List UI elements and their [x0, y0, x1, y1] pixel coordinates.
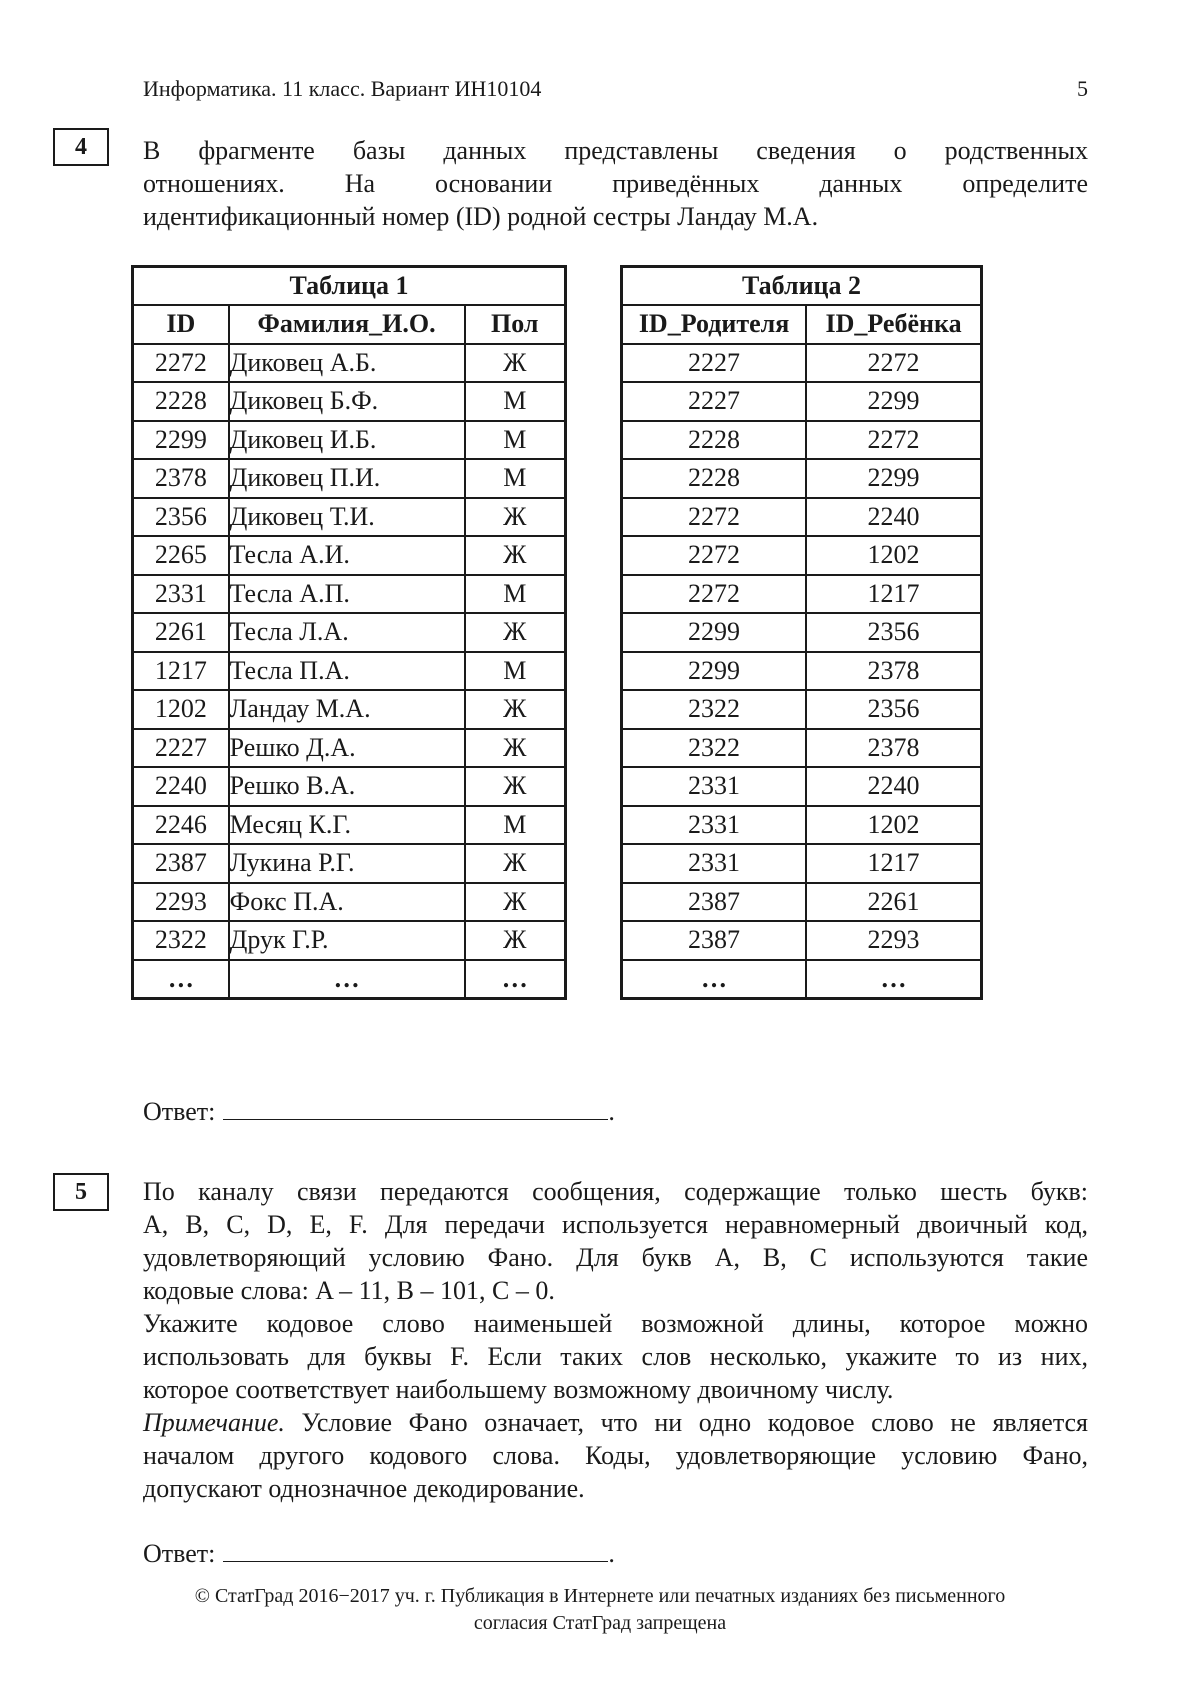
table-2-cell-child: 2378 [806, 729, 981, 768]
table-1-cell-sex: Ж [465, 921, 566, 960]
table-row [133, 575, 566, 614]
table-row [622, 729, 982, 768]
task-5-number: 5 [53, 1173, 109, 1211]
table-row [622, 382, 982, 421]
table-1-cell-name: Ландау М.А. [229, 690, 465, 729]
task-5-answer-period: . [608, 1539, 615, 1568]
table-1-cell-sex: Ж [465, 613, 566, 652]
task-5-line-5: Укажите кодовое слово наименьшей возможной длины, которое можно [143, 1309, 1088, 1338]
table-1-cell-id: 1202 [133, 690, 229, 729]
table-1-cell-id: 2299 [133, 421, 229, 460]
table-2-caption: Таблица 2 [622, 267, 982, 306]
table-1-cell-sex: М [465, 421, 566, 460]
table-1-cell-id: 2265 [133, 536, 229, 575]
table-1-cell-id: 2246 [133, 806, 229, 845]
table-1-cell-id: … [133, 960, 229, 999]
table-1-cell-sex: М [465, 382, 566, 421]
table-1-cell-name: Лукина Р.Г. [229, 844, 465, 883]
table-row [133, 459, 566, 498]
table-2-header-parent: ID_Родителя [622, 305, 807, 344]
task-4-line-2: отношениях. На основании приведённых данных определите [143, 169, 1088, 198]
table-2 [620, 265, 983, 1000]
task-5-note-line-2: началом другого кодового слова. Коды, удовлетворяющие условию Фано, [143, 1441, 1088, 1470]
table-row [133, 652, 566, 691]
table-1-cell-sex: Ж [465, 498, 566, 537]
table-2-cell-child: 2356 [806, 613, 981, 652]
table-1-cell-sex: Ж [465, 883, 566, 922]
table-1-cell-id: 2261 [133, 613, 229, 652]
table-2-cell-child: 2272 [806, 344, 981, 383]
table-row [133, 382, 566, 421]
task-5-line-2: A, B, C, D, E, F. Для передачи используется неравномерный двоичный код, [143, 1210, 1088, 1239]
table-1-cell-id: 2293 [133, 883, 229, 922]
table-1-cell-sex: М [465, 652, 566, 691]
table-1-cell-sex: М [465, 459, 566, 498]
table-1-body [133, 344, 566, 999]
task-4-answer [143, 1097, 615, 1127]
table-row [133, 729, 566, 768]
table-2-cell-parent: 2387 [622, 921, 807, 960]
table-1-cell-id: 2378 [133, 459, 229, 498]
table-1-cell-id: 1217 [133, 652, 229, 691]
table-2-cell-parent: 2322 [622, 690, 807, 729]
table-2-cell-child: 2356 [806, 690, 981, 729]
table-1-cell-name: Тесла Л.А. [229, 613, 465, 652]
table-2-cell-child: 2261 [806, 883, 981, 922]
table-row [133, 921, 566, 960]
task-4-number: 4 [53, 128, 109, 166]
task-4-text [143, 134, 1088, 233]
task-5-line-6: использовать для буквы F. Если таких слов несколько, укажите то из них, [143, 1342, 1088, 1371]
table-1-header-id: ID [133, 305, 229, 344]
table-2-cell-child: … [806, 960, 981, 999]
table-row [133, 767, 566, 806]
table-2-cell-parent: 2299 [622, 613, 807, 652]
table-2-cell-parent: 2227 [622, 344, 807, 383]
table-row [622, 806, 982, 845]
table-1-cell-sex: Ж [465, 844, 566, 883]
table-2-cell-child: 2378 [806, 652, 981, 691]
table-2-cell-parent: 2272 [622, 498, 807, 537]
table-row [133, 883, 566, 922]
table-1-cell-name: Тесла А.П. [229, 575, 465, 614]
task-4-answer-label: Ответ: [143, 1097, 216, 1126]
table-row [622, 921, 982, 960]
task-5-answer-label: Ответ: [143, 1539, 216, 1568]
table-1-cell-id: 2227 [133, 729, 229, 768]
table-2-cell-child: 2299 [806, 382, 981, 421]
task-5-note-label: Примечание. [143, 1408, 285, 1437]
table-row [622, 613, 982, 652]
table-2-cell-child: 2299 [806, 459, 981, 498]
table-1-cell-sex: М [465, 575, 566, 614]
table-1-header-sex: Пол [465, 305, 566, 344]
table-2-body [622, 344, 982, 999]
table-row [622, 536, 982, 575]
table-1-cell-name: Диковец А.Б. [229, 344, 465, 383]
table-2-cell-parent: 2387 [622, 883, 807, 922]
table-1-cell-id: 2387 [133, 844, 229, 883]
footer-line-1: © СтатГрад 2016−2017 уч. г. Публикация в Интернете или печатных изданиях без письменного [194, 1585, 1006, 1607]
table-1-cell-name: Друк Г.Р. [229, 921, 465, 960]
table-1-cell-sex: … [465, 960, 566, 999]
table-2-cell-parent: 2272 [622, 575, 807, 614]
task-4-line-1: В фрагменте базы данных представлены сведения о родственных [143, 136, 1088, 165]
table-row [133, 344, 566, 383]
table-1-cell-id: 2322 [133, 921, 229, 960]
table-2-cell-parent: 2331 [622, 806, 807, 845]
table-row [133, 806, 566, 845]
table-1-cell-name: Решко В.А. [229, 767, 465, 806]
table-row [133, 421, 566, 460]
table-1-cell-sex: Ж [465, 690, 566, 729]
task-5-text [143, 1175, 1088, 1505]
table-1-cell-name: Диковец И.Б. [229, 421, 465, 460]
table-row [622, 883, 982, 922]
task-5-line-7: которое соответствует наибольшему возможному двоичному числу. [143, 1375, 894, 1404]
table-1-cell-id: 2228 [133, 382, 229, 421]
table-2-header-child: ID_Ребёнка [806, 305, 981, 344]
task-5-answer-field[interactable] [223, 1539, 608, 1562]
task-5-note-line-1 [143, 1406, 1088, 1439]
table-row [622, 421, 982, 460]
table-2-cell-child: 2240 [806, 767, 981, 806]
page-footer [0, 1583, 1200, 1637]
page-number: 5 [1077, 76, 1088, 101]
table-row [622, 690, 982, 729]
table-1-cell-name: Диковец Т.И. [229, 498, 465, 537]
table-row [622, 344, 982, 383]
table-2-cell-parent: 2227 [622, 382, 807, 421]
task-4-answer-period: . [608, 1097, 615, 1126]
table-2-cell-parent: 2228 [622, 459, 807, 498]
table-1 [131, 265, 567, 1000]
task-5-line-1: По каналу связи передаются сообщения, содержащие только шесть букв: [143, 1177, 1088, 1206]
table-row [622, 459, 982, 498]
footer-line-2: согласия СтатГрад запрещена [473, 1612, 727, 1634]
table-1-cell-name: Тесла П.А. [229, 652, 465, 691]
page-header [143, 76, 1088, 102]
table-row [622, 767, 982, 806]
table-2-cell-parent: 2331 [622, 767, 807, 806]
table-2-cell-child: 1217 [806, 844, 981, 883]
table-row [622, 844, 982, 883]
table-1-cell-sex: Ж [465, 767, 566, 806]
table-1-cell-id: 2272 [133, 344, 229, 383]
table-row [622, 498, 982, 537]
document-title: Информатика. 11 класс. Вариант ИН10104 [143, 76, 542, 101]
task-5-note-line-3: допускают однозначное декодирование. [143, 1474, 585, 1503]
table-row [133, 536, 566, 575]
table-2-cell-parent: 2331 [622, 844, 807, 883]
task-5-line-4: кодовые слова: A – 11, B – 101, C – 0. [143, 1276, 555, 1305]
table-2-cell-child: 2272 [806, 421, 981, 460]
task-5-answer [143, 1539, 615, 1569]
table-1-cell-name: Тесла А.И. [229, 536, 465, 575]
table-2-cell-child: 1202 [806, 806, 981, 845]
table-row [133, 498, 566, 537]
table-1-cell-name: Фокс П.А. [229, 883, 465, 922]
table-row [133, 613, 566, 652]
table-2-cell-parent: 2322 [622, 729, 807, 768]
task-4-line-3: идентификационный номер (ID) родной сестры Ландау М.А. [143, 202, 819, 231]
task-5-note-text-1: Условие Фано означает, что ни одно кодовое слово не является [284, 1408, 1088, 1437]
table-1-cell-name: Решко Д.А. [229, 729, 465, 768]
table-2-cell-parent: 2272 [622, 536, 807, 575]
table-2-cell-parent: 2228 [622, 421, 807, 460]
table-1-cell-sex: Ж [465, 536, 566, 575]
table-1-cell-sex: Ж [465, 344, 566, 383]
table-row [622, 575, 982, 614]
table-row [622, 960, 982, 999]
table-1-cell-name: Диковец Б.Ф. [229, 382, 465, 421]
table-1-cell-id: 2240 [133, 767, 229, 806]
table-2-cell-parent: … [622, 960, 807, 999]
table-1-caption: Таблица 1 [133, 267, 566, 306]
table-1-cell-name: Месяц К.Г. [229, 806, 465, 845]
table-row [133, 960, 566, 999]
table-1-cell-sex: М [465, 806, 566, 845]
table-2-cell-child: 1202 [806, 536, 981, 575]
table-1-cell-name: … [229, 960, 465, 999]
table-1-cell-sex: Ж [465, 729, 566, 768]
table-1-cell-name: Диковец П.И. [229, 459, 465, 498]
table-1-header-name: Фамилия_И.О. [229, 305, 465, 344]
table-row [622, 652, 982, 691]
table-1-cell-id: 2331 [133, 575, 229, 614]
table-2-cell-parent: 2299 [622, 652, 807, 691]
table-1-cell-id: 2356 [133, 498, 229, 537]
table-row [133, 690, 566, 729]
table-2-cell-child: 1217 [806, 575, 981, 614]
task-5-line-3: удовлетворяющий условию Фано. Для букв A, B, C используются такие [143, 1243, 1088, 1272]
table-row [133, 844, 566, 883]
task-4-answer-field[interactable] [223, 1097, 608, 1120]
table-2-cell-child: 2240 [806, 498, 981, 537]
table-2-cell-child: 2293 [806, 921, 981, 960]
